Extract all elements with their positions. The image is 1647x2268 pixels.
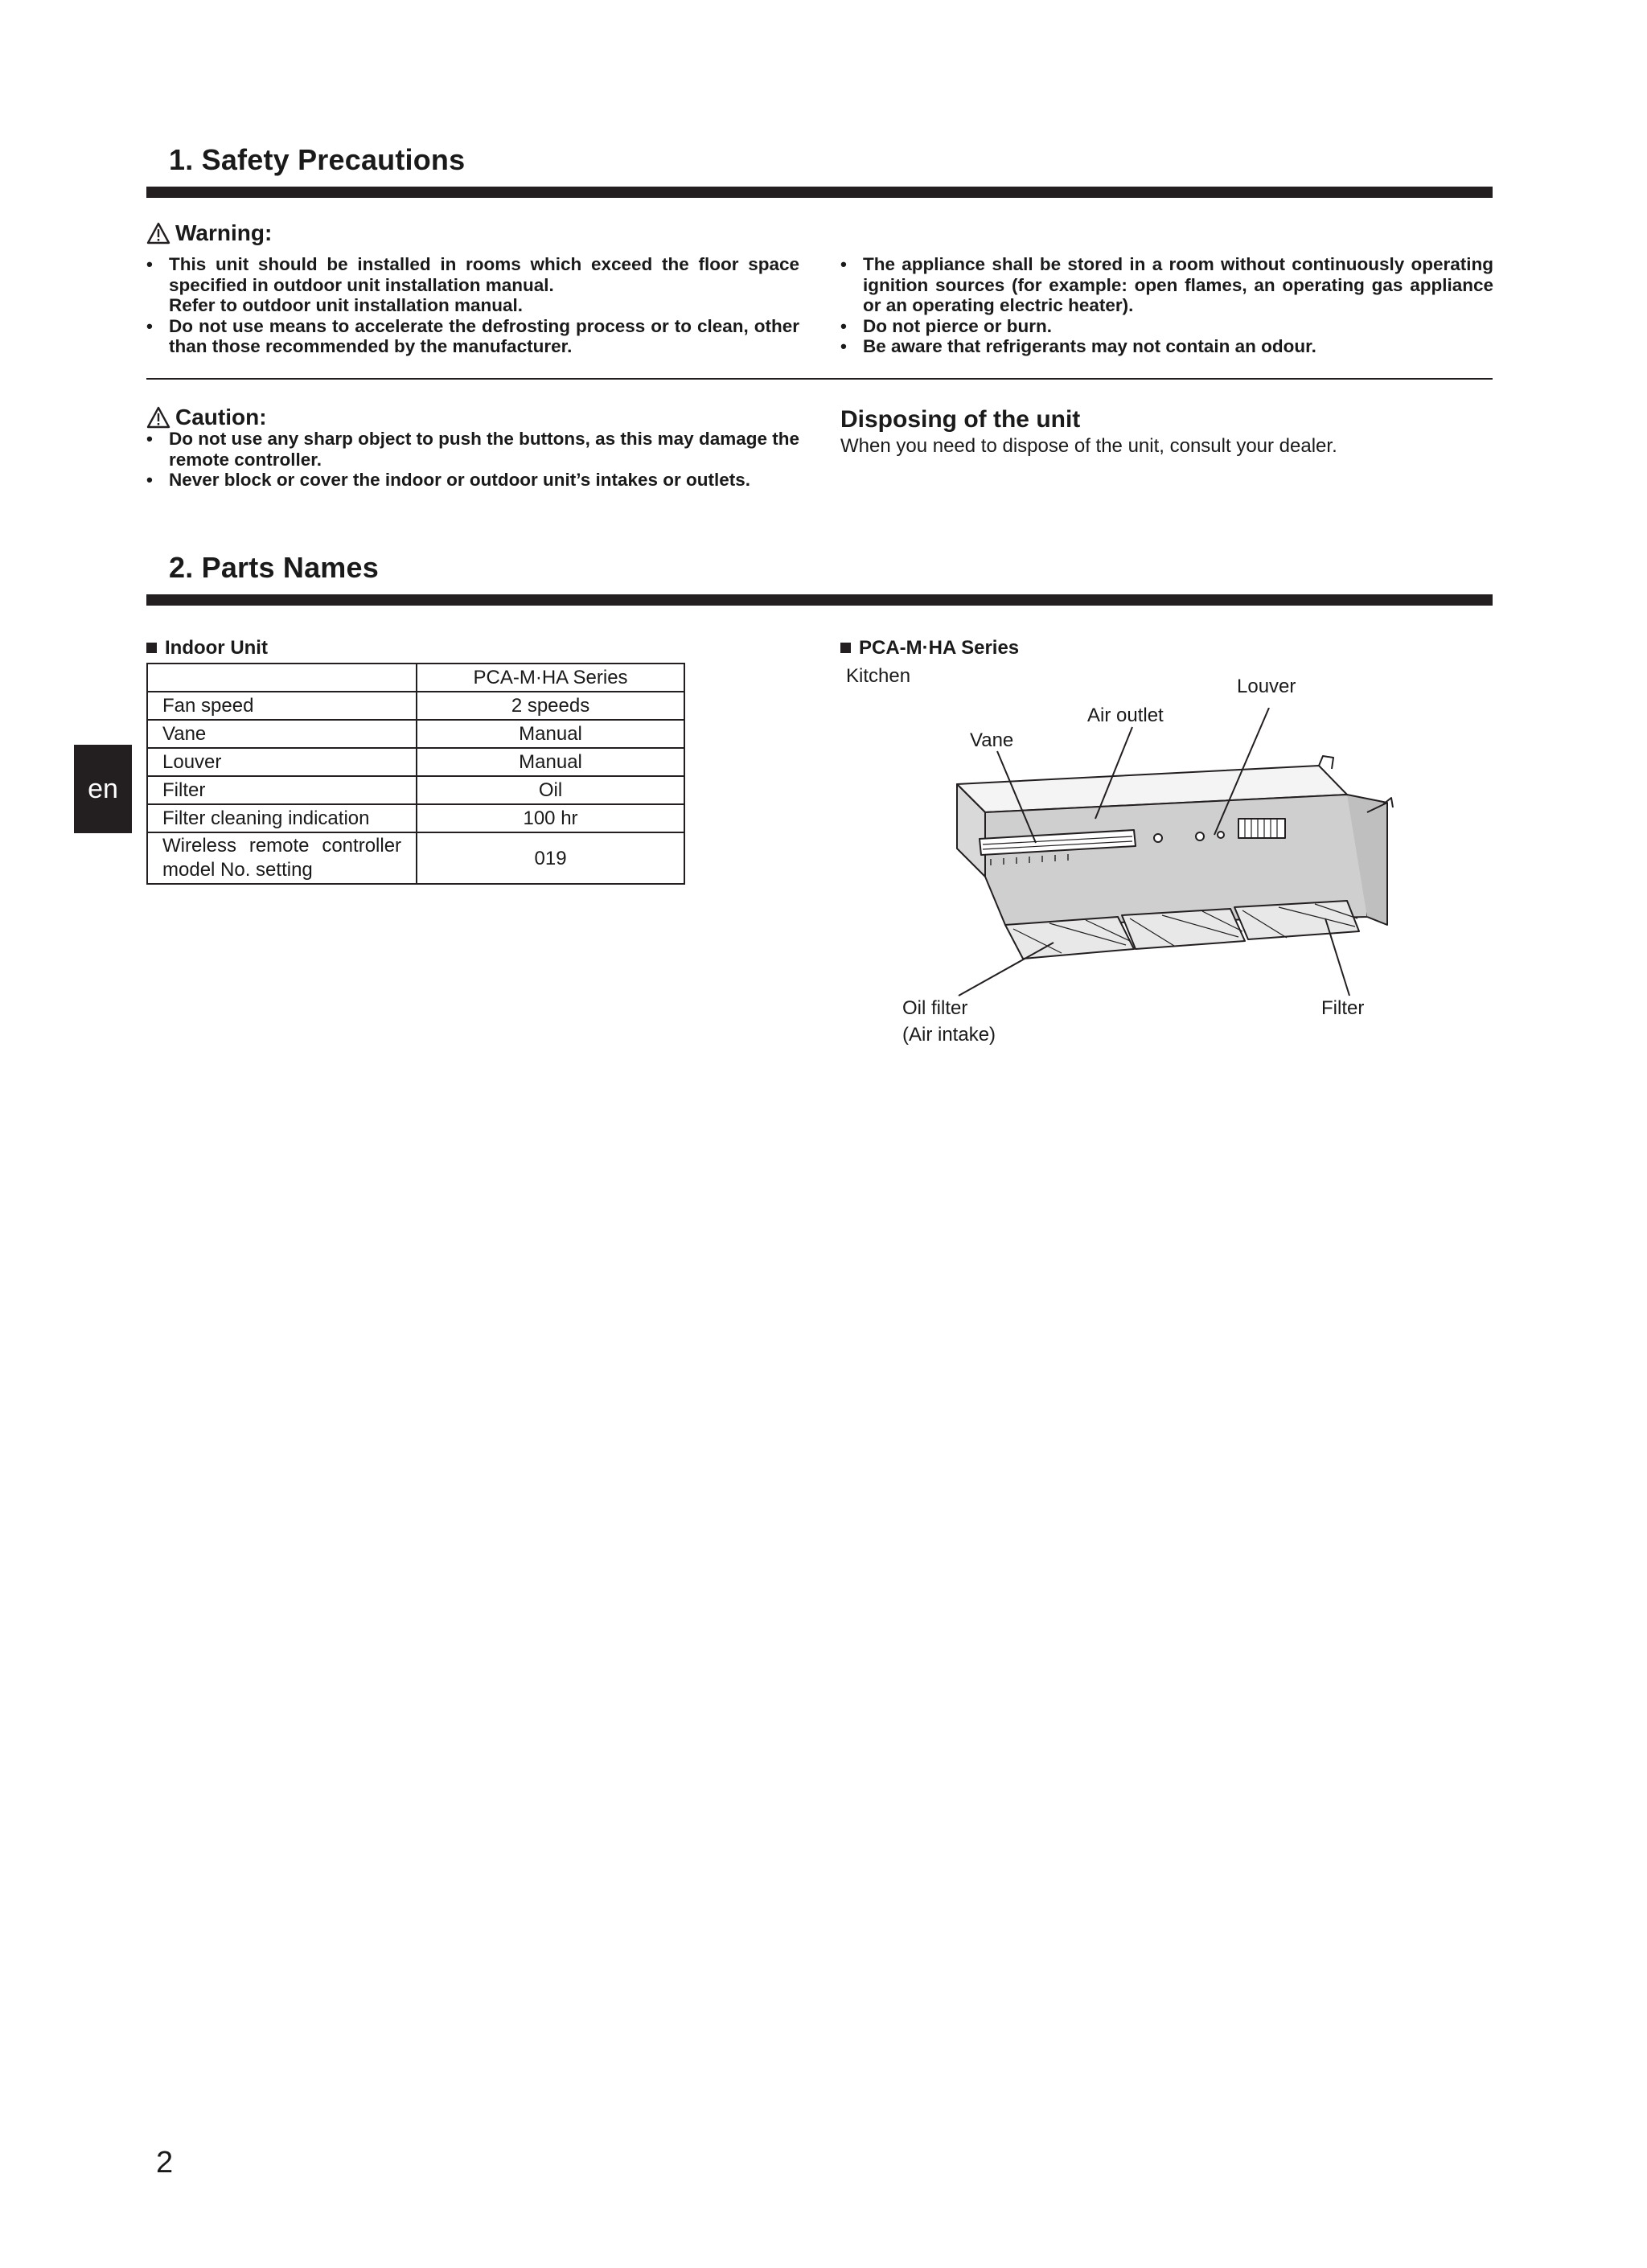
indoor-unit-table	[146, 663, 685, 885]
filter-panel-right	[1234, 901, 1359, 939]
square-bullet-icon	[146, 643, 157, 653]
section-2-title: 2. Parts Names	[169, 551, 379, 584]
section-1-title: 1. Safety Precautions	[169, 143, 466, 176]
warning-item: • Do not pierce or burn.	[840, 316, 1493, 337]
warning-triangle-icon	[146, 222, 170, 244]
table-cell: Wireless remote controller model No. setting	[147, 832, 417, 884]
table-cell: Manual	[417, 748, 684, 776]
caution-triangle-icon	[146, 406, 170, 429]
label-filter: Filter	[1321, 997, 1365, 1019]
caution-heading	[146, 405, 267, 430]
square-bullet-icon	[840, 643, 851, 653]
warning-list-left	[146, 254, 799, 357]
warning-item: • This unit should be installed in rooms which exceed the floor space specified in outdoor unit installation manual. Refer to outdoor unit installation manual.	[146, 254, 799, 316]
table-cell: Manual	[417, 720, 684, 748]
table-cell: Filter cleaning indication	[147, 804, 417, 832]
label-oil-filter: Oil filter	[902, 997, 968, 1019]
disposing-heading: Disposing of the unit	[840, 406, 1081, 433]
caution-item: • Do not use any sharp object to push the buttons, as this may damage the remote controller.	[146, 429, 799, 470]
caution-list	[146, 429, 799, 491]
warning-heading-text: Warning:	[175, 220, 273, 245]
diagram-heading	[840, 637, 1019, 659]
filter-panel-middle	[1122, 909, 1245, 949]
table-header-row	[147, 664, 684, 692]
table-cell: Oil	[417, 776, 684, 804]
table-cell: Vane	[147, 720, 417, 748]
table-cell: Filter	[147, 776, 417, 804]
warning-divider	[146, 378, 1493, 380]
diagram-subheading: Kitchen	[846, 665, 911, 687]
table-row	[147, 748, 684, 776]
indoor-unit-heading	[146, 637, 268, 659]
diagram-heading-text: PCA-M·HA Series	[859, 637, 1020, 659]
table-row	[147, 692, 684, 720]
table-row	[147, 776, 684, 804]
table-cell	[147, 664, 417, 692]
table-row	[147, 720, 684, 748]
table-cell: 100 hr	[417, 804, 684, 832]
disposing-text: When you need to dispose of the unit, consult your dealer.	[840, 435, 1337, 457]
warning-item: • Be aware that refrigerants may not contain an odour.	[840, 336, 1493, 357]
leader-oil-filter	[959, 943, 1054, 996]
table-row	[147, 832, 684, 884]
label-air-intake: (Air intake)	[902, 1024, 996, 1046]
warning-item: • The appliance shall be stored in a room without continuously operating ignition sources (for example: open flames, an operating gas appliance or an operating electric heater).	[840, 254, 1493, 316]
caution-item: • Never block or cover the indoor or outdoor unit’s intakes or outlets.	[146, 470, 799, 491]
section-2-rule	[146, 594, 1493, 606]
warning-heading	[146, 220, 272, 246]
table-row	[147, 804, 684, 832]
language-tab: en	[74, 745, 132, 833]
table-cell: Louver	[147, 748, 417, 776]
oil-filter-panel	[1005, 917, 1134, 959]
louver-grille	[1238, 819, 1285, 838]
table-cell: 2 speeds	[417, 692, 684, 720]
table-cell: 019	[417, 832, 684, 884]
indoor-unit-illustration	[885, 708, 1399, 997]
caution-heading-text: Caution:	[175, 405, 267, 429]
section-1-rule	[146, 187, 1493, 198]
label-vane: Vane	[970, 729, 1014, 751]
table-cell: Fan speed	[147, 692, 417, 720]
indoor-unit-heading-text: Indoor Unit	[165, 637, 268, 659]
warning-list-right	[840, 254, 1493, 357]
table-cell: PCA-M·HA Series	[417, 664, 684, 692]
page-number: 2	[156, 2146, 174, 2180]
label-air-outlet: Air outlet	[1087, 705, 1164, 726]
warning-item: • Do not use means to accelerate the defrosting process or to clean, other than those recommended by the manufacturer.	[146, 316, 799, 357]
label-louver: Louver	[1237, 676, 1296, 697]
